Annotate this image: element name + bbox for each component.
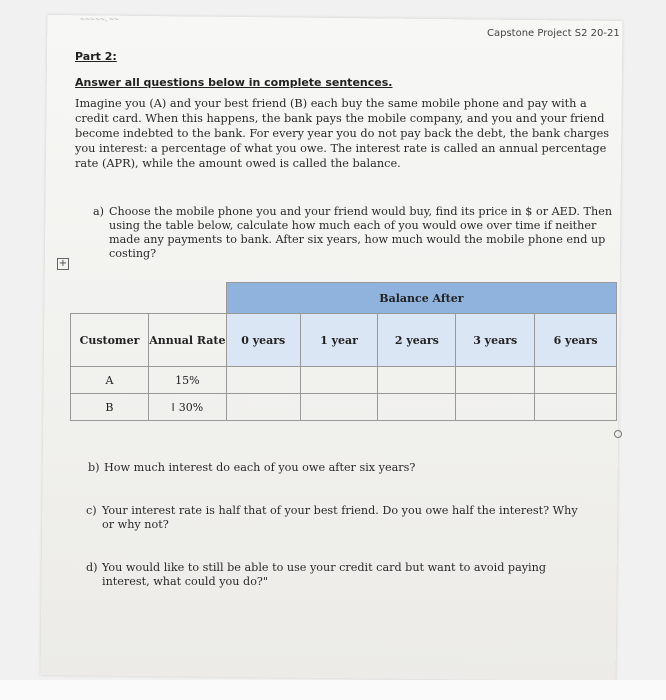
- part-title: Part 2:: [75, 50, 117, 63]
- balance-cell[interactable]: [535, 367, 617, 394]
- balance-cell[interactable]: [378, 367, 456, 394]
- question-b-text: How much interest do each of you owe after six years?: [104, 461, 416, 474]
- instruction-heading: Answer all questions below in complete sentences.: [75, 76, 393, 89]
- rate-cell: 15%: [148, 367, 226, 394]
- table-row: [71, 394, 617, 421]
- balance-table: [70, 282, 617, 421]
- balance-cell[interactable]: [535, 394, 617, 421]
- question-c: [86, 504, 586, 532]
- text-cursor-icon: I: [171, 400, 175, 414]
- question-b-label: b): [88, 461, 100, 474]
- column-header-0-years: 0 years: [226, 314, 300, 367]
- course-header: Capstone Project S2 20-21: [487, 28, 620, 39]
- customer-cell: B: [71, 394, 149, 421]
- balance-cell[interactable]: [300, 394, 378, 421]
- column-header-annual-rate: Annual Rate: [148, 314, 226, 367]
- rate-value: 30%: [178, 400, 204, 414]
- plus-icon[interactable]: +: [58, 258, 68, 269]
- table-resize-handle-icon[interactable]: [614, 430, 622, 438]
- question-b: [88, 461, 588, 475]
- table-row: [71, 367, 617, 394]
- question-c-label: c): [86, 504, 97, 517]
- column-header-6-years: 6 years: [535, 314, 617, 367]
- question-a-text: Choose the mobile phone you and your friend would buy, find its price in $ or AED. Then using the table below, calculate how much each of you would owe over time if neither made any payments to bank. After six years, how much would the mobile phone end up costing?: [109, 205, 613, 260]
- balance-cell[interactable]: [456, 394, 535, 421]
- question-d-label: d): [86, 561, 98, 574]
- column-header-2-years: 2 years: [378, 314, 456, 367]
- question-d-text: You would like to still be able to use your credit card but want to avoid paying interest, what could you do?": [102, 561, 547, 588]
- question-a-label: a): [93, 205, 105, 218]
- customer-cell: A: [71, 367, 149, 394]
- table-corner-empty: [71, 283, 227, 314]
- balance-after-header: Balance After: [226, 283, 616, 314]
- bottom-strip: [0, 680, 666, 700]
- intro-paragraph: Imagine you (A) and your best friend (B) each buy the same mobile phone and pay with a credit card. When this happens, the bank pays the mobile company, and you and your friend become indebted to the bank. For every year you do not pay back the debt, the bank charges you interest: a percentage of what you owe. The interest rate is called an annual percentage rate (APR), while the amount owed is called the balance.: [75, 97, 610, 170]
- question-c-text: Your interest rate is half that of your best friend. Do you owe half the interest? Why or why not?: [102, 504, 578, 531]
- balance-cell[interactable]: [456, 367, 535, 394]
- question-a: [93, 205, 613, 261]
- balance-cell[interactable]: [300, 367, 378, 394]
- rate-cell: [148, 394, 226, 421]
- balance-cell[interactable]: [378, 394, 456, 421]
- balance-cell[interactable]: [226, 367, 300, 394]
- cropped-header-text: ~~~~~, ~~: [80, 16, 120, 23]
- column-header-3-years: 3 years: [456, 314, 535, 367]
- question-d: [86, 561, 586, 589]
- column-header-customer: Customer: [71, 314, 149, 367]
- balance-cell[interactable]: [226, 394, 300, 421]
- column-header-1-year: 1 year: [300, 314, 378, 367]
